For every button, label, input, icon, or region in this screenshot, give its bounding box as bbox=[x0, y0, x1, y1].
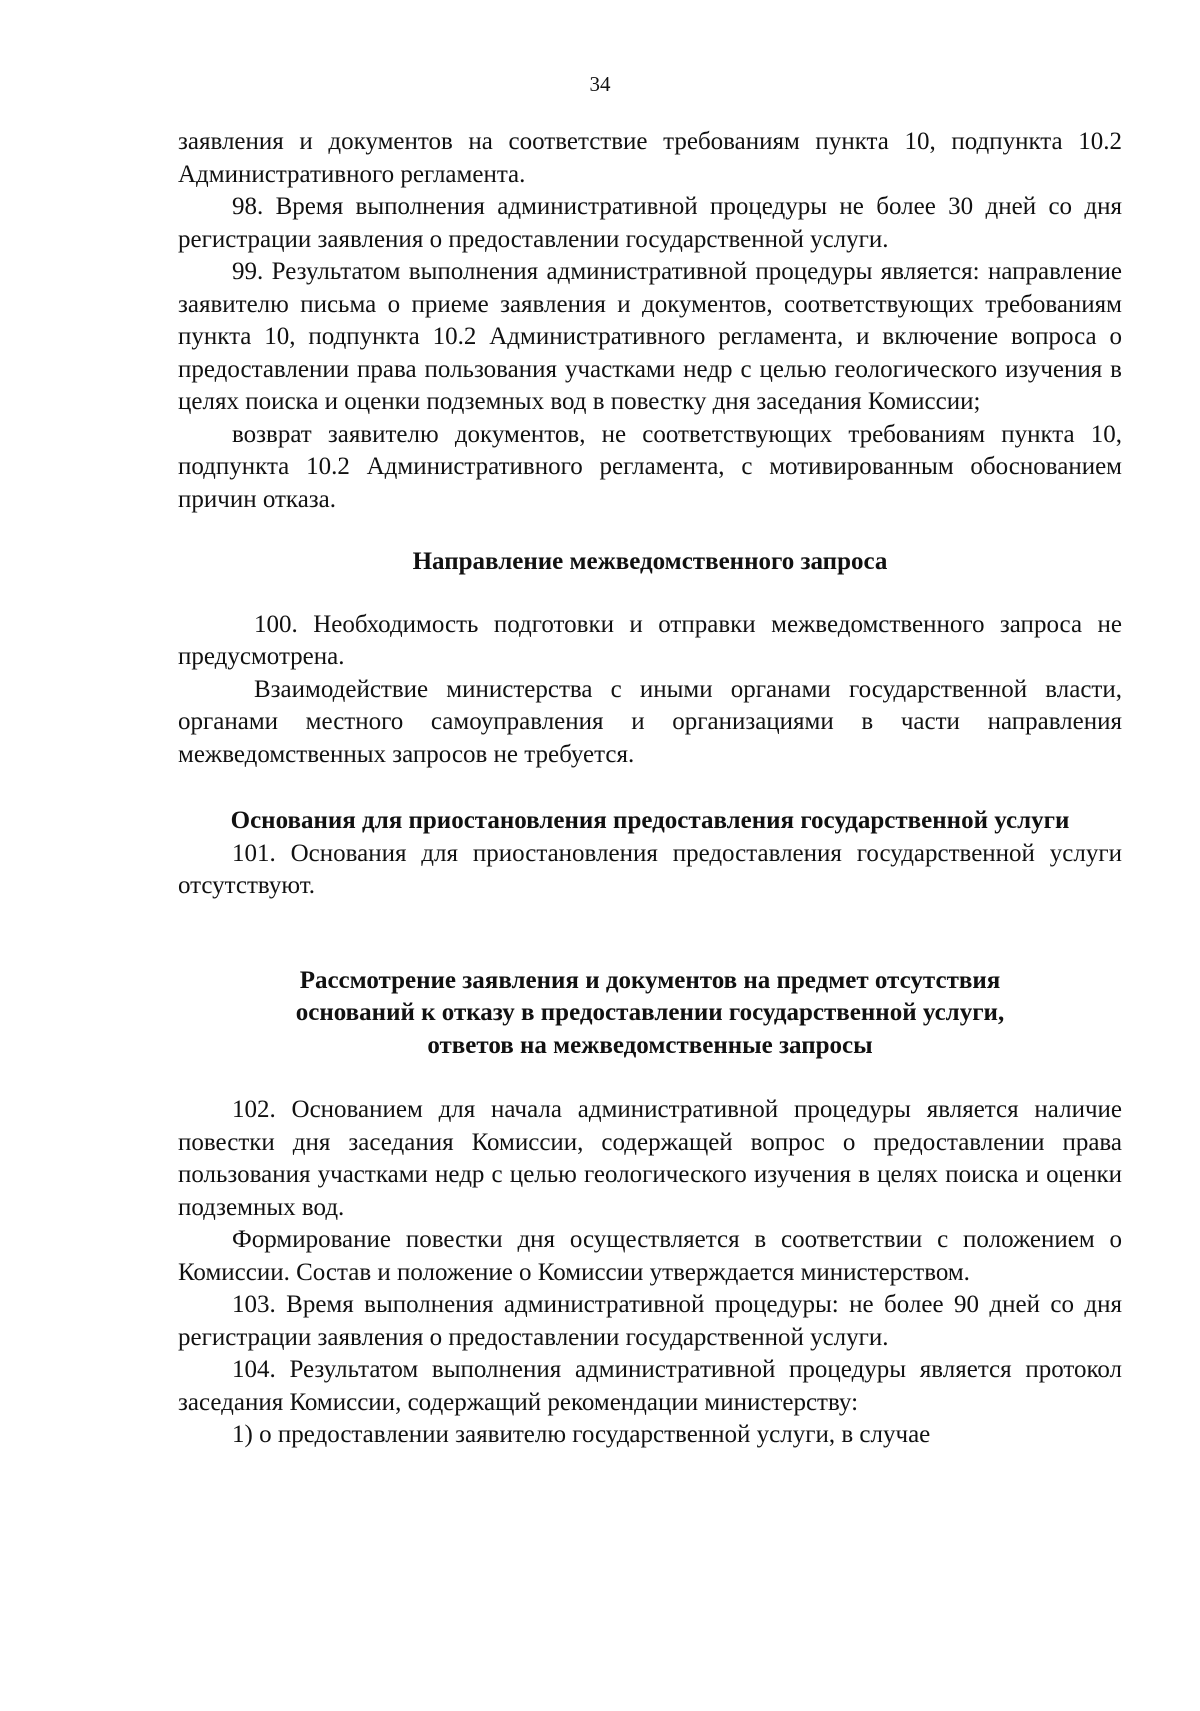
paragraph-99: 99. Результатом выполнения административной процедуры является: направление заявителю письма о приеме заявления и документов, соответствующих требованиям пункта 10, подпункта 10.2 Административного регламента, и включение вопроса о предоставлении права пользования участками недр с целью геологического изучения в целях поиска и оценки подземных вод в повестку дня заседания Комиссии; bbox=[178, 258, 1122, 415]
section-heading-application-review: Рассмотрение заявления и документов на предмет отсутствия оснований к отказу в предоставлении государственной услуги, ответов на межведомственные запросы bbox=[295, 966, 1005, 1059]
paragraph-99-return: возврат заявителю документов, не соответствующих требованиям пункта 10, подпункта 10.2 Административного регламента, с мотивированным обоснованием причин отказа. bbox=[178, 420, 1122, 513]
paragraph-104: 104. Результатом выполнения административной процедуры является протокол заседания Комиссии, содержащий рекомендации министерству: bbox=[178, 1356, 1122, 1416]
section-heading-interagency-request: Направление межведомственного запроса bbox=[412, 548, 888, 575]
paragraph-102-agenda: Формирование повестки дня осуществляется в соответствии с положением о Комиссии. Состав и положение о Комиссии утверждается министерством. bbox=[178, 1226, 1122, 1286]
paragraph-101: 101. Основания для приостановления предоставления государственной услуги отсутствуют. bbox=[178, 839, 1122, 899]
paragraph-continuation: заявления и документов на соответствие требованиям пункта 10, подпункта 10.2 Административного регламента. bbox=[178, 128, 1122, 188]
page-number: 34 bbox=[589, 72, 611, 96]
paragraph-100: 100. Необходимость подготовки и отправки межведомственного запроса не предусмотрена. bbox=[178, 610, 1122, 670]
paragraph-100-interaction: Взаимодействие министерства с иными органами государственной власти, органами местного самоуправления и организациями в части направления межведомственных запросов не требуется. bbox=[178, 675, 1122, 768]
paragraph-98: 98. Время выполнения административной процедуры не более 30 дней со дня регистрации заявления о предоставлении государственной услуги. bbox=[178, 193, 1122, 253]
page-body bbox=[178, 126, 1122, 1452]
section-heading-suspension-grounds: Основания для приостановления предоставления государственной услуги bbox=[230, 807, 1070, 834]
paragraph-103: 103. Время выполнения административной процедуры: не более 90 дней со дня регистрации заявления о предоставлении государственной услуги. bbox=[178, 1291, 1122, 1351]
paragraph-104-item-1: 1) о предоставлении заявителю государственной услуги, в случае bbox=[232, 1421, 931, 1448]
paragraph-102: 102. Основанием для начала административной процедуры является наличие повестки дня заседания Комиссии, содержащей вопрос о предоставлении права пользования участками недр с целью геологического изучения в целях поиска и оценки подземных вод. bbox=[178, 1096, 1122, 1221]
